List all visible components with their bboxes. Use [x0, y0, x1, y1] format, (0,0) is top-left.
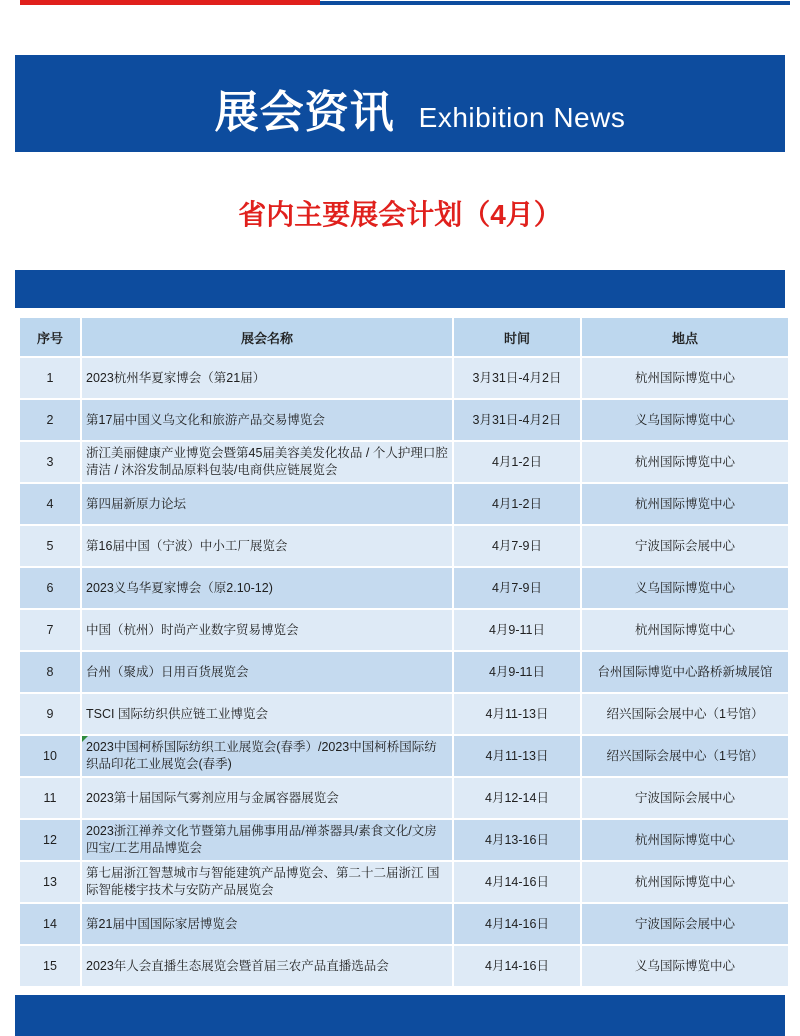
column-header-date: 时间 — [453, 317, 581, 357]
cell-date: 4月13-16日 — [453, 819, 581, 861]
cell-exhibition-name: 浙江美丽健康产业博览会暨第45届美容美发化妆品 / 个人护理口腔清洁 / 沐浴发制品原料包装/电商供应链展览会 — [81, 441, 453, 483]
cell-index: 7 — [19, 609, 81, 651]
table-row — [19, 567, 789, 609]
banner-title-en: Exhibition News — [418, 101, 626, 133]
cell-date: 4月12-14日 — [453, 777, 581, 819]
table-row — [19, 945, 789, 987]
cell-venue: 义乌国际博览中心 — [581, 945, 789, 987]
cell-venue: 绍兴国际会展中心（1号馆） — [581, 735, 789, 777]
table-row — [19, 651, 789, 693]
table-row — [19, 399, 789, 441]
table-row — [19, 903, 789, 945]
cell-exhibition-name: 2023浙江禅养文化节暨第九届佛事用品/禅茶器具/素食文化/文房四宝/工艺用品博览会 — [81, 819, 453, 861]
cell-index: 15 — [19, 945, 81, 987]
cell-exhibition-name: 第17届中国义乌文化和旅游产品交易博览会 — [81, 399, 453, 441]
cell-index: 12 — [19, 819, 81, 861]
cell-index: 6 — [19, 567, 81, 609]
cell-venue: 义乌国际博览中心 — [581, 399, 789, 441]
cell-date: 4月11-13日 — [453, 693, 581, 735]
cell-exhibition-name: 第四届新原力论坛 — [81, 483, 453, 525]
table-row — [19, 861, 789, 903]
cell-venue: 义乌国际博览中心 — [581, 567, 789, 609]
cell-index: 2 — [19, 399, 81, 441]
cell-index: 4 — [19, 483, 81, 525]
top-stripe-red — [20, 0, 320, 5]
cell-exhibition-name: 台州（聚成）日用百货展览会 — [81, 651, 453, 693]
top-stripe-blue — [320, 1, 790, 5]
table-row — [19, 777, 789, 819]
cell-exhibition-name: 2023第十届国际气雾剂应用与金属容器展览会 — [81, 777, 453, 819]
banner-title-group — [175, 76, 626, 140]
cell-index: 5 — [19, 525, 81, 567]
table-row — [19, 693, 789, 735]
column-header-name: 展会名称 — [81, 317, 453, 357]
cell-venue: 宁波国际会展中心 — [581, 777, 789, 819]
cell-index: 8 — [19, 651, 81, 693]
cell-venue: 台州国际博览中心路桥新城展馆 — [581, 651, 789, 693]
cell-venue: 宁波国际会展中心 — [581, 903, 789, 945]
cell-venue: 杭州国际博览中心 — [581, 441, 789, 483]
cell-date: 4月7-9日 — [453, 567, 581, 609]
cell-date: 4月14-16日 — [453, 945, 581, 987]
cell-exhibition-name: 2023杭州华夏家博会（第21届） — [81, 357, 453, 399]
table-row — [19, 735, 789, 777]
cell-index: 10 — [19, 735, 81, 777]
cell-index: 3 — [19, 441, 81, 483]
cell-exhibition-name: 第16届中国（宁波）中小工厂展览会 — [81, 525, 453, 567]
cell-date: 4月9-11日 — [453, 609, 581, 651]
cell-venue: 杭州国际博览中心 — [581, 819, 789, 861]
column-header-venue: 地点 — [581, 317, 789, 357]
cell-date: 4月9-11日 — [453, 651, 581, 693]
cell-index: 9 — [19, 693, 81, 735]
section-title: 省内主要展会计划（4月） — [238, 199, 562, 230]
cell-date: 4月14-16日 — [453, 861, 581, 903]
table-row — [19, 525, 789, 567]
table-row — [19, 609, 789, 651]
cell-exhibition-name-text: 2023中国柯桥国际纺织工业展览会(春季）/2023中国柯桥国际纺织品印花工业展览会(春季) — [86, 740, 437, 771]
cell-index: 11 — [19, 777, 81, 819]
banner-title-cn: 展会资讯 — [214, 87, 395, 137]
cell-exhibition-name: 第七届浙江智慧城市与智能建筑产品博览会、第二十二届浙江 国际智能楼宇技术与安防产品展览会 — [81, 861, 453, 903]
table-row — [19, 483, 789, 525]
table-header-row — [19, 317, 789, 357]
table-row — [19, 357, 789, 399]
cell-venue: 杭州国际博览中心 — [581, 609, 789, 651]
header-banner — [15, 55, 785, 152]
cell-venue: 杭州国际博览中心 — [581, 861, 789, 903]
cell-exhibition-name: 2023义乌华夏家博会（原2.10-12) — [81, 567, 453, 609]
cell-venue: 杭州国际博览中心 — [581, 357, 789, 399]
cell-venue: 绍兴国际会展中心（1号馆） — [581, 693, 789, 735]
cell-date: 3月31日-4月2日 — [453, 399, 581, 441]
cell-index: 1 — [19, 357, 81, 399]
cell-venue: 杭州国际博览中心 — [581, 483, 789, 525]
column-header-index: 序号 — [19, 317, 81, 357]
cell-index: 13 — [19, 861, 81, 903]
table-row — [19, 441, 789, 483]
cell-date: 4月1-2日 — [453, 441, 581, 483]
cell-date: 4月1-2日 — [453, 483, 581, 525]
cell-exhibition-name: 第21届中国国际家居博览会 — [81, 903, 453, 945]
section-divider-bar — [15, 270, 785, 308]
cell-date: 4月14-16日 — [453, 903, 581, 945]
cell-date: 4月11-13日 — [453, 735, 581, 777]
table-row — [19, 819, 789, 861]
cell-exhibition-name: TSCI 国际纺织供应链工业博览会 — [81, 693, 453, 735]
exhibition-schedule-table — [18, 316, 790, 988]
cell-date: 3月31日-4月2日 — [453, 357, 581, 399]
cell-exhibition-name — [81, 735, 453, 777]
cell-exhibition-name: 2023年人会直播生态展览会暨首届三农产品直播选品会 — [81, 945, 453, 987]
cell-index: 14 — [19, 903, 81, 945]
cell-venue: 宁波国际会展中心 — [581, 525, 789, 567]
footer-bar — [15, 995, 785, 1036]
cell-exhibition-name: 中国（杭州）时尚产业数字贸易博览会 — [81, 609, 453, 651]
cell-date: 4月7-9日 — [453, 525, 581, 567]
comment-indicator-icon — [82, 736, 88, 742]
